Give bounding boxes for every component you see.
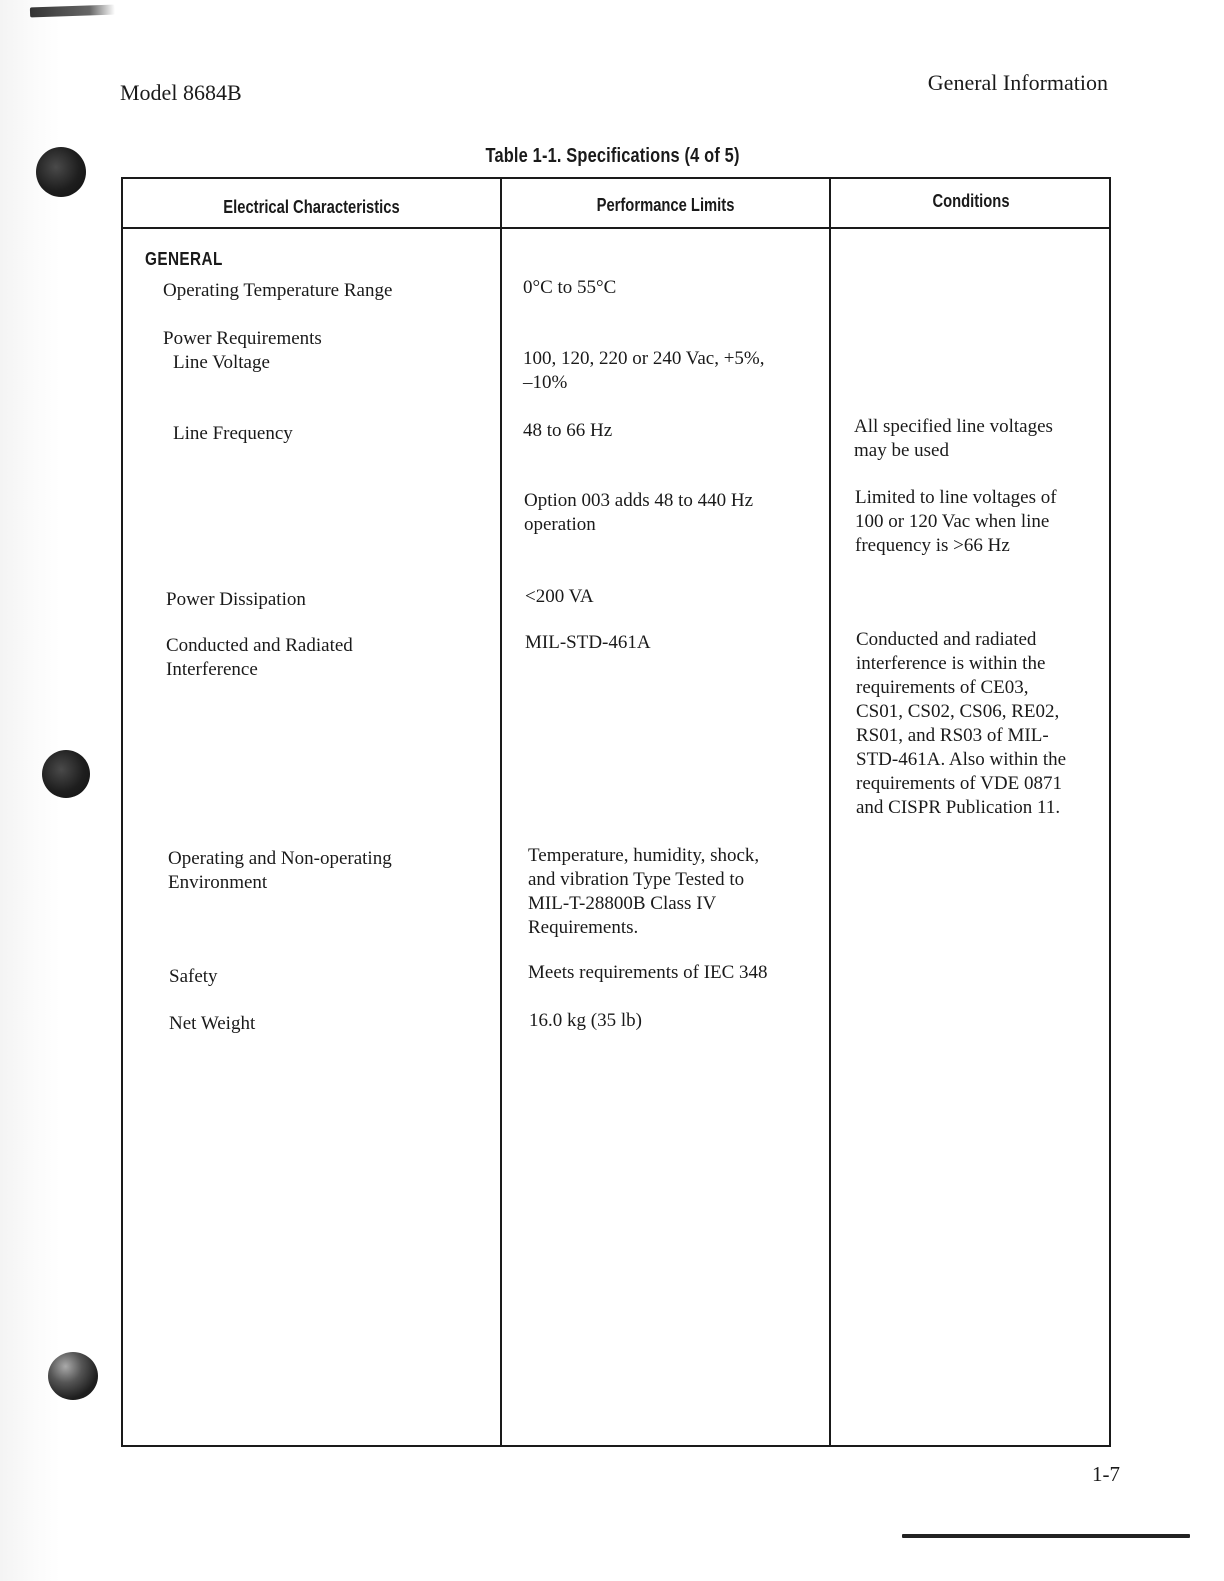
header-model: Model 8684B (120, 80, 242, 105)
column-header-characteristics: Electrical Characteristics (223, 197, 400, 217)
page-number: 1-7 (1092, 1462, 1120, 1486)
limit-cell: 100, 120, 220 or 240 Vac, +5%, –10% (523, 348, 765, 393)
limit-cell: Temperature, humidity, shock, and vibration Type Tested to MIL-T-28800B Class IV Requirements. (528, 845, 760, 938)
condition-cell: Limited to line voltages of 100 or 120 Vac when line frequency is >66 Hz (855, 487, 1057, 556)
section-label: GENERAL (145, 249, 223, 269)
characteristic-cell: Safety (169, 966, 218, 987)
characteristic-cell: Line Voltage (173, 352, 270, 373)
punch-hole-middle (42, 750, 90, 798)
corner-scan-mark (30, 5, 115, 18)
characteristic-cell: Power Requirements (163, 328, 322, 349)
footer-rule (902, 1534, 1190, 1538)
condition-cell: Conducted and radiated interference is within the requirements of CE03, CS01, CS02, CS06, RE02, RS01, and RS03 of MIL- STD-461A. Also within the requirements of VDE 0871 and CISPR Publication 11. (856, 629, 1067, 818)
characteristic-cell: Conducted and Radiated Interference (166, 635, 353, 680)
header-rule (123, 227, 1109, 229)
column-header-conditions: Conditions (932, 191, 1010, 211)
table-title: Table 1-1. Specifications (4 of 5) (485, 145, 740, 167)
characteristic-cell: Power Dissipation (166, 589, 306, 610)
characteristic-cell: Operating Temperature Range (163, 280, 393, 301)
limit-cell: 0°C to 55°C (523, 277, 617, 298)
limit-cell: 48 to 66 Hz (523, 420, 613, 441)
specifications-table (121, 177, 1111, 1447)
punch-hole-top (36, 147, 86, 197)
column-divider (500, 179, 502, 1445)
limit-cell: 16.0 kg (35 lb) (529, 1010, 642, 1031)
header-section: General Information (927, 70, 1108, 95)
characteristic-cell: Net Weight (169, 1013, 256, 1034)
limit-cell: Meets requirements of IEC 348 (528, 962, 768, 983)
characteristic-cell: Operating and Non-operating Environment (168, 848, 392, 893)
limit-cell: Option 003 adds 48 to 440 Hz operation (524, 490, 754, 535)
characteristic-cell: Line Frequency (173, 423, 293, 444)
column-divider (829, 179, 831, 1445)
limit-cell: <200 VA (525, 586, 594, 607)
limit-cell: MIL-STD-461A (525, 632, 651, 653)
column-header-limits: Performance Limits (596, 195, 735, 215)
condition-cell: All specified line voltages may be used (854, 416, 1053, 461)
punch-hole-bottom (48, 1352, 98, 1400)
